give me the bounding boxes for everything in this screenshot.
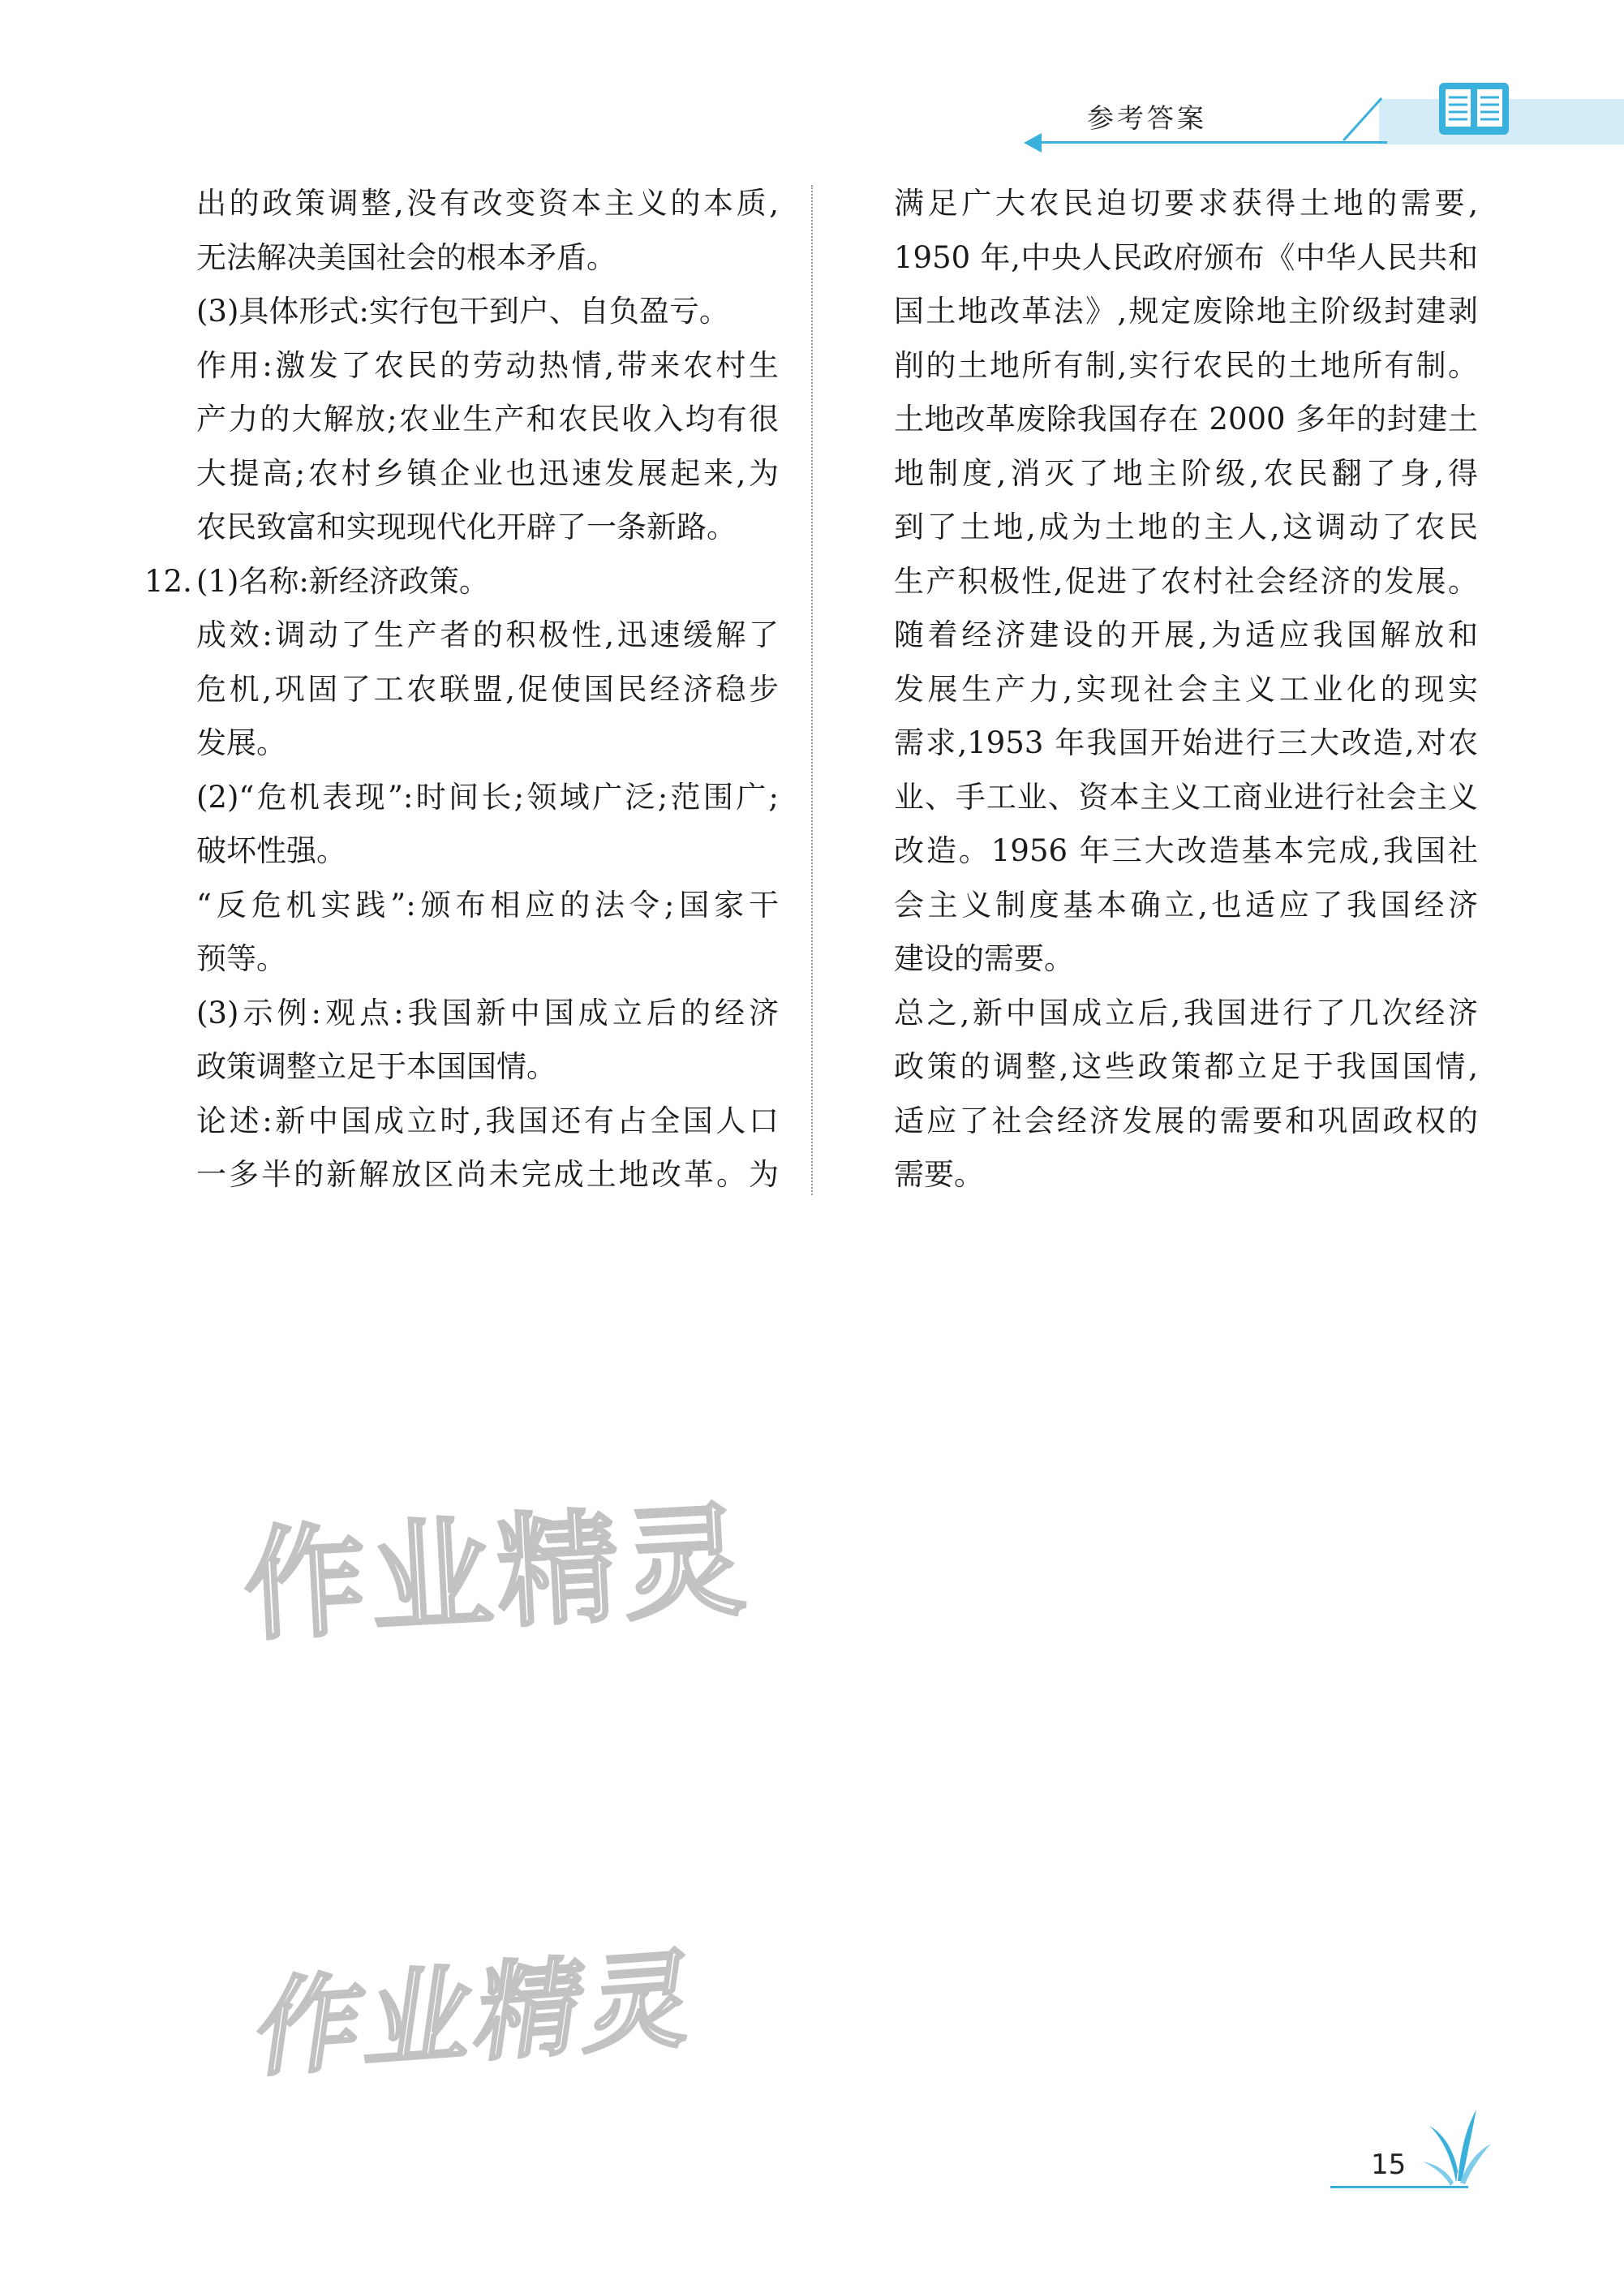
left-column-line-text: 一多半的新解放区尚未完成土地改革。为 (196, 1157, 779, 1192)
right-column-line (894, 177, 1478, 231)
left-column-line-text: 危机,巩固了工农联盟,促使国民经济稳步 (196, 671, 779, 707)
left-column-line-text: 破坏性强。 (196, 833, 346, 868)
left-column-line-text: 政策调整立足于本国国情。 (196, 1049, 556, 1084)
right-column-line-text: 需要。 (894, 1157, 984, 1192)
right-column-line-text: 需求,1953 年我国开始进行三大改造,对农 (894, 725, 1478, 760)
left-column-line-text: 出的政策调整,没有改变资本主义的本质, (196, 186, 779, 221)
left-column-line-text: “反危机实践”:颁布相应的法令;国家干 (196, 887, 779, 923)
right-column-line-text: 土地改革废除我国存在 2000 多年的封建土 (894, 402, 1478, 437)
right-column-line (894, 879, 1478, 933)
question-number: 12. (144, 563, 192, 599)
right-column-line-text: 1950 年,中央人民政府颁布《中华人民共和 (894, 239, 1478, 275)
left-column-line-text: 预等。 (196, 941, 286, 976)
right-column-line-text: 业、手工业、资本主义工商业进行社会主义 (894, 779, 1478, 815)
right-column-line-text: 发展生产力,实现社会主义工业化的现实 (894, 671, 1478, 707)
right-column-line (894, 987, 1478, 1041)
left-column-line (144, 285, 779, 339)
left-column-line (144, 716, 779, 771)
right-column-line (894, 1040, 1478, 1095)
left-column-line-text: 产力的大解放;农业生产和农民收入均有很 (196, 402, 779, 437)
left-column-line (144, 177, 779, 231)
left-column-line-text: (3)示例:观点:我国新中国成立后的经济 (196, 995, 779, 1030)
right-column-line-text: 改造。1956 年三大改造基本完成,我国社 (894, 833, 1478, 868)
right-column-line (894, 1148, 1478, 1202)
right-column-line-text: 生产积极性,促进了农村社会经济的发展。 (894, 563, 1478, 599)
right-column-line (894, 824, 1478, 879)
right-column-line-text: 建设的需要。 (894, 941, 1074, 976)
right-column-line-text: 政策的调整,这些政策都立足于我国国情, (894, 1049, 1478, 1084)
watermark-text: 作业精灵 (248, 1936, 707, 2093)
left-column-line-text: 发展。 (196, 725, 286, 760)
header-arrow-icon (1024, 133, 1042, 153)
page-number: 15 (1371, 2149, 1407, 2181)
left-column-line (144, 1095, 779, 1149)
right-column-line-text: 到了土地,成为土地的主人,这调动了农民 (894, 510, 1478, 544)
right-column-line-text: 随着经济建设的开展,为适应我国解放和 (894, 617, 1478, 652)
leaf-book-icon (1420, 2101, 1493, 2191)
left-column-line (144, 771, 779, 825)
right-column-line (894, 501, 1478, 555)
book-icon (1437, 80, 1510, 138)
left-column-line (144, 663, 779, 717)
header-rule (1030, 141, 1387, 144)
right-column-line (894, 393, 1478, 447)
right-column-line-text: 地制度,消灭了地主阶级,农民翻了身,得 (894, 455, 1478, 491)
left-column-line (144, 1040, 779, 1095)
left-column-line-text: 农民致富和实现现代化开辟了一条新路。 (196, 510, 737, 544)
left-column-line (144, 609, 779, 663)
left-column-line (144, 1148, 779, 1202)
left-column-line-text: (1)名称:新经济政策。 (196, 563, 489, 599)
right-column-line (894, 339, 1478, 394)
left-column-line (144, 393, 779, 447)
right-column-line (894, 447, 1478, 501)
right-answer-column (894, 177, 1478, 1202)
right-column-line (894, 609, 1478, 663)
left-column-line (144, 932, 779, 987)
right-column-line (894, 555, 1478, 609)
left-column-line-text: 论述:新中国成立时,我国还有占全国人口 (196, 1103, 779, 1138)
left-column-line (144, 501, 779, 555)
left-column-line (144, 231, 779, 286)
left-column-line-text: (3)具体形式:实行包干到户、自负盈亏。 (196, 294, 729, 329)
right-column-line (894, 771, 1478, 825)
right-column-line (894, 285, 1478, 339)
right-column-line-text: 满足广大农民迫切要求获得土地的需要, (894, 186, 1478, 221)
left-column-line (144, 555, 779, 609)
left-column-line-text: 作用:激发了农民的劳动热情,带来农村生 (196, 347, 779, 383)
right-column-line-text: 总之,新中国成立后,我国进行了几次经济 (894, 995, 1478, 1030)
column-divider (811, 185, 813, 1195)
left-column-line (144, 987, 779, 1041)
watermark-text: 作业精灵 (240, 1490, 754, 1658)
right-column-line (894, 932, 1478, 987)
right-column-line (894, 716, 1478, 771)
left-column-line-text: 大提高;农村乡镇企业也迅速发展起来,为 (196, 455, 779, 491)
left-column-line (144, 824, 779, 879)
right-column-line (894, 1095, 1478, 1149)
left-column-line-text: (2)“危机表现”:时间长;领域广泛;范围广; (196, 779, 779, 815)
left-column-line-text: 成效:调动了生产者的积极性,迅速缓解了 (196, 617, 779, 652)
right-column-line-text: 削的土地所有制,实行农民的土地所有制。 (894, 347, 1478, 383)
left-column-line (144, 447, 779, 501)
right-column-line-text: 会主义制度基本确立,也适应了我国经济 (894, 887, 1478, 923)
left-column-line (144, 879, 779, 933)
right-column-line (894, 663, 1478, 717)
right-column-line-text: 适应了社会经济发展的需要和巩固政权的 (894, 1103, 1478, 1138)
header-slash (1343, 97, 1382, 141)
left-column-line-text: 无法解决美国社会的根本矛盾。 (196, 239, 617, 275)
right-column-line (894, 231, 1478, 286)
header-title: 参考答案 (1087, 102, 1207, 134)
left-column-line (144, 339, 779, 394)
left-answer-column (144, 177, 779, 1202)
right-column-line-text: 国土地改革法》,规定废除地主阶级封建剥 (894, 294, 1478, 329)
